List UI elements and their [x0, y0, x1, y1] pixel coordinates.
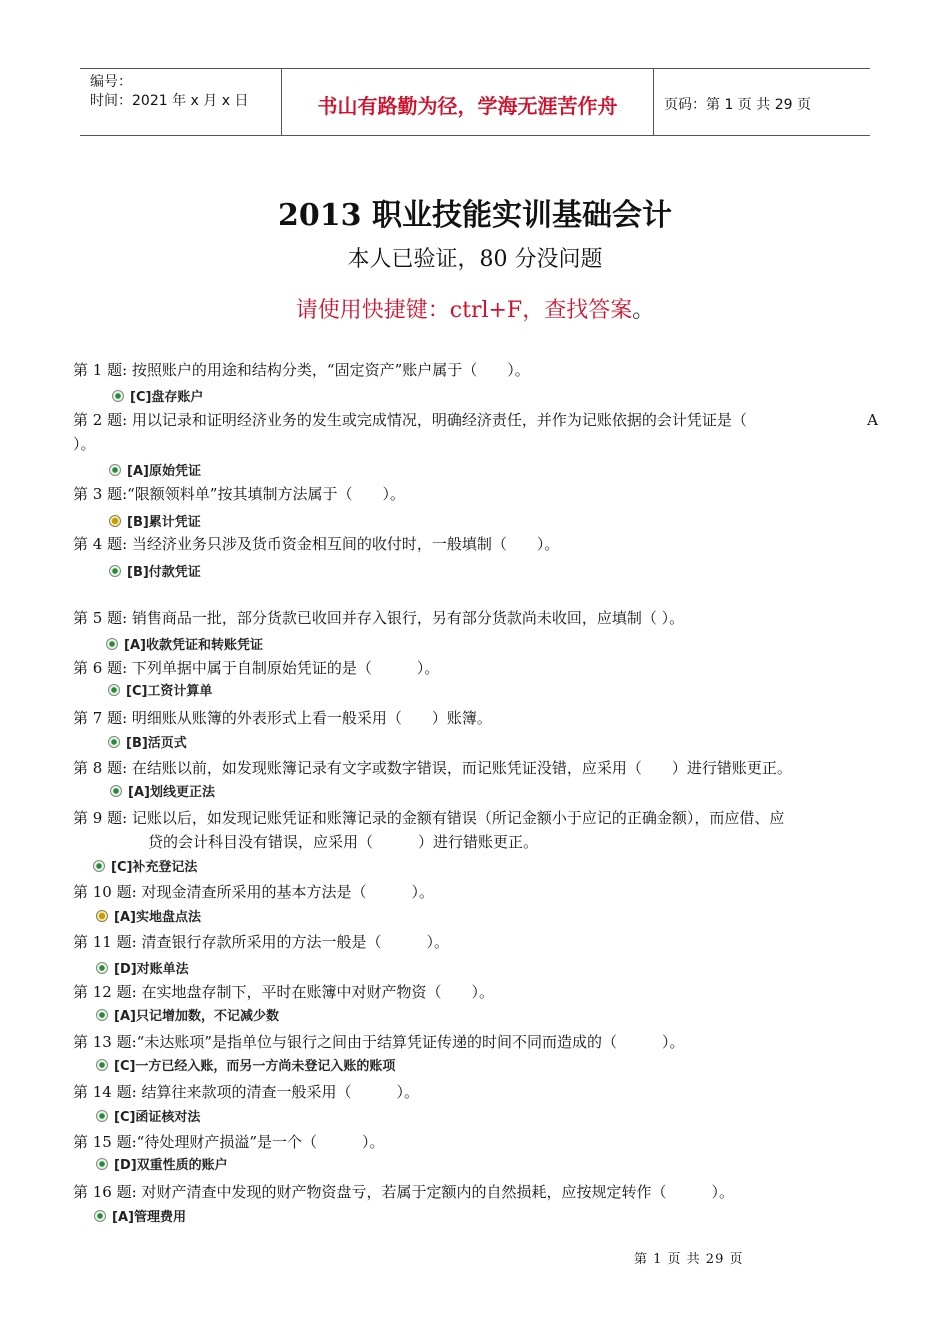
answer-14[interactable] [96, 1106, 200, 1125]
radio-selected-icon [96, 1110, 108, 1122]
radio-selected-icon [109, 464, 121, 476]
question-text: 第 9 题: 记账以后，如发现记账凭证和账簿记录的金额有错误（所记金额小于应记的正确金额），而应借、应 [73, 809, 785, 827]
answer-12[interactable] [96, 1005, 279, 1024]
answer-1[interactable] [112, 386, 203, 405]
question-text: 第 16 题: 对财产清查中发现的财产物资盘亏，若属于定额内的自然损耗，应按规定转作（ ）。 [73, 1183, 734, 1201]
question-text: 第 6 题: 下列单据中属于自制原始凭证的是（ ）。 [73, 659, 440, 677]
question-16 [73, 1180, 878, 1204]
header-meta [80, 69, 282, 135]
answer-text: [A]收款凭证和转账凭证 [124, 638, 263, 653]
question-text-cont: 贷的会计科目没有错误，应采用（ ）进行错账更正。 [148, 833, 539, 851]
question-13 [73, 1030, 878, 1054]
document-title: 2013 职业技能实训基础会计 [278, 198, 672, 233]
search-hint-tail: 。 [632, 298, 655, 323]
question-text-cont: ）。 [73, 435, 96, 453]
answer-text: [C]函证核对法 [114, 1110, 201, 1125]
question-12 [73, 980, 878, 1004]
question-text: 第 7 题: 明细账从账簿的外表形式上看一般采用（ ）账簿。 [73, 709, 492, 727]
answer-10[interactable] [96, 906, 201, 925]
radio-selected-icon [108, 684, 120, 696]
answer-7[interactable] [108, 732, 187, 751]
question-text: 第 8 题: 在结账以前，如发现账簿记录有文字或数字错误，而记账凭证没错，应采用（ ）进行错账更正。 [73, 759, 792, 777]
radio-selected-icon [109, 565, 121, 577]
answer-16[interactable] [94, 1206, 186, 1225]
question-14 [73, 1080, 878, 1104]
question-text: 第 4 题: 当经济业务只涉及货币资金相互间的收付时，一般填制（ ）。 [73, 535, 560, 553]
answer-4[interactable] [109, 561, 201, 580]
answer-text: [B]活页式 [126, 736, 187, 751]
radio-selected-icon [106, 638, 118, 650]
document-subtitle: 本人已验证，80 分没问题 [347, 247, 603, 272]
answer-text: [D]双重性质的账户 [114, 1158, 228, 1173]
question-text: 第 14 题: 结算往来款项的清查一般采用（ ）。 [73, 1083, 419, 1101]
answer-text: [A]管理费用 [112, 1210, 186, 1225]
radio-selected-icon [93, 860, 105, 872]
answer-text: [B]累计凭证 [127, 515, 201, 530]
answer-text: [C]补充登记法 [111, 860, 198, 875]
radio-selected-icon [112, 390, 124, 402]
question-text: 第 1 题: 按照账户的用途和结构分类，“固定资产”账户属于（ ）。 [73, 361, 530, 379]
question-text: 第 13 题:“未达账项”是指单位与银行之间由于结算凭证传递的时间不同而造成的（ ）。 [73, 1033, 685, 1051]
answer-text: [C]盘存账户 [130, 390, 204, 405]
question-3 [73, 482, 878, 506]
question-text: 第 2 题: 用以记录和证明经济业务的发生或完成情况，明确经济责任，并作为记账依据的会计凭证是（ [73, 411, 747, 429]
radio-selected-icon [96, 962, 108, 974]
answer-text: [B]付款凭证 [127, 565, 201, 580]
radio-selected-icon [96, 910, 108, 922]
question-text: 第 12 题: 在实地盘存制下，平时在账簿中对财产物资（ ）。 [73, 983, 494, 1001]
question-6 [73, 656, 878, 680]
answer-text: [C]一方已经入账，而另一方尚未登记入账的账项 [114, 1059, 396, 1074]
radio-selected-icon [109, 515, 121, 527]
question-1 [73, 358, 878, 382]
question-7 [73, 706, 878, 730]
answer-3[interactable] [109, 511, 201, 530]
radio-selected-icon [110, 785, 122, 797]
header-date: 时间：2021 年 x 月 x 日 [90, 93, 249, 109]
question-9 [73, 806, 878, 854]
question-text: 第 10 题: 对现金清查所采用的基本方法是（ ）。 [73, 883, 434, 901]
answer-9[interactable] [93, 856, 197, 875]
question-2 [73, 408, 878, 456]
page-header [80, 68, 870, 136]
radio-selected-icon [96, 1158, 108, 1170]
radio-selected-icon [96, 1059, 108, 1071]
search-hint-text: 请使用快捷键：ctrl+F，查找答案 [295, 298, 633, 323]
answer-2[interactable] [109, 460, 201, 479]
question-5 [73, 606, 878, 630]
answer-8[interactable] [110, 781, 215, 800]
header-number: 编号： [90, 74, 132, 90]
answer-text: [C]工资计算单 [126, 684, 213, 699]
radio-selected-icon [108, 736, 120, 748]
header-motto: 书山有路勤为径，学海无涯苦作舟 [282, 69, 654, 135]
answer-text: [A]只记增加数，不记减少数 [114, 1009, 279, 1024]
page-footer: 第 1 页 共 29 页 [634, 1252, 744, 1267]
answer-11[interactable] [96, 958, 189, 977]
answer-text: [A]实地盘点法 [114, 910, 201, 925]
question-text: 第 15 题:“待处理财产损溢”是一个（ ）。 [73, 1133, 385, 1151]
question-4 [73, 532, 878, 556]
question-8 [73, 756, 878, 780]
answer-text: [D]对账单法 [114, 962, 189, 977]
answer-5[interactable] [106, 634, 263, 653]
question-15 [73, 1130, 878, 1154]
question-11 [73, 930, 878, 954]
answer-6[interactable] [108, 680, 212, 699]
answer-text: [A]原始凭证 [127, 464, 201, 479]
search-hint [0, 293, 950, 324]
radio-selected-icon [94, 1210, 106, 1222]
question-inline-answer: A [867, 411, 878, 429]
radio-selected-icon [96, 1009, 108, 1021]
question-10 [73, 880, 878, 904]
question-text: 第 11 题: 清查银行存款所采用的方法一般是（ ）。 [73, 933, 449, 951]
header-page-info: 页码：第 1 页 共 29 页 [664, 97, 811, 113]
answer-13[interactable] [96, 1055, 395, 1074]
answer-text: [A]划线更正法 [128, 785, 215, 800]
question-text: 第 3 题:“限额领料单”按其填制方法属于（ ）。 [73, 485, 405, 503]
answer-15[interactable] [96, 1154, 228, 1173]
question-text: 第 5 题: 销售商品一批，部分货款已收回并存入银行，另有部分货款尚未收回，应填制（ ）。 [73, 609, 685, 627]
